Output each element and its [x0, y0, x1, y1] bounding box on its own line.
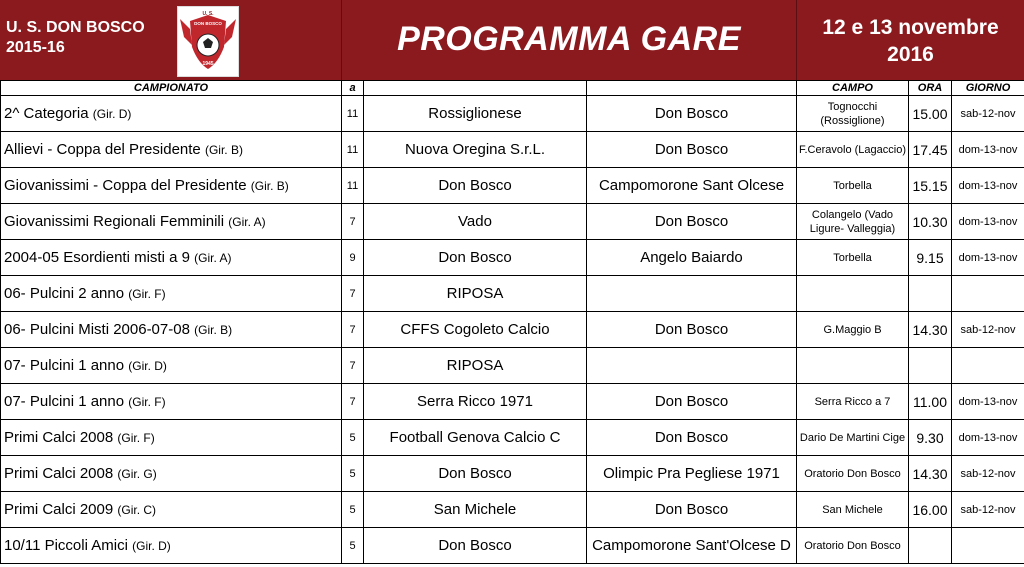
a-cell: 7	[342, 276, 364, 312]
group-label: (Gir. D)	[128, 359, 167, 373]
giorno-cell: dom-13-nov	[952, 168, 1024, 204]
home-team-cell: RIPOSA	[364, 276, 587, 312]
giorno-cell	[952, 276, 1024, 312]
club-logo	[177, 6, 239, 77]
giorno-cell: dom-13-nov	[952, 132, 1024, 168]
away-team-cell	[587, 348, 797, 384]
campionato-cell	[1, 132, 342, 168]
club-name: U. S. DON BOSCO	[6, 19, 145, 36]
ora-cell: 11.00	[909, 384, 952, 420]
col-header-campionato: CAMPIONATO	[1, 81, 342, 96]
campionato-name: Primi Calci 2009	[4, 501, 114, 518]
away-team-cell: Don Bosco	[587, 384, 797, 420]
giorno-cell: sab-12-nov	[952, 456, 1024, 492]
away-team-cell: Campomorone Sant Olcese	[587, 168, 797, 204]
ora-cell: 15.00	[909, 96, 952, 132]
campionato-name: 10/11 Piccoli Amici	[4, 537, 128, 554]
giorno-cell: sab-12-nov	[952, 492, 1024, 528]
col-header-ora: ORA	[909, 81, 952, 96]
group-label: (Gir. B)	[204, 143, 243, 157]
campo-cell: Torbella	[797, 168, 909, 204]
campionato-cell	[1, 492, 342, 528]
home-team-cell: Don Bosco	[364, 528, 587, 564]
campo-cell: Dario De Martini Cige	[797, 420, 909, 456]
away-team-cell: Don Bosco	[587, 420, 797, 456]
group-label: (Gir. B)	[250, 179, 289, 193]
campo-cell: Oratorio Don Bosco	[797, 456, 909, 492]
table-row	[1, 132, 1024, 168]
campionato-cell	[1, 528, 342, 564]
giorno-cell	[952, 528, 1024, 564]
a-cell: 11	[342, 132, 364, 168]
club-block	[6, 18, 145, 58]
logo-top-text: U. S.	[202, 11, 214, 17]
group-label: (Gir. A)	[194, 251, 232, 265]
home-team-cell: San Michele	[364, 492, 587, 528]
campo-cell: Torbella	[797, 240, 909, 276]
giorno-cell	[952, 348, 1024, 384]
away-team-cell: Don Bosco	[587, 492, 797, 528]
campionato-cell	[1, 348, 342, 384]
ora-cell: 17.45	[909, 132, 952, 168]
group-label: (Gir. F)	[128, 395, 166, 409]
table-row	[1, 420, 1024, 456]
giorno-cell: dom-13-nov	[952, 204, 1024, 240]
home-team-cell: Vado	[364, 204, 587, 240]
campionato-name: 07- Pulcini 1 anno	[4, 357, 125, 374]
campionato-cell	[1, 204, 342, 240]
a-cell: 9	[342, 240, 364, 276]
table-row	[1, 492, 1024, 528]
home-team-cell: Don Bosco	[364, 456, 587, 492]
campionato-cell	[1, 456, 342, 492]
group-label: (Gir. A)	[228, 215, 266, 229]
table-row	[1, 456, 1024, 492]
group-label: (Gir. D)	[92, 107, 132, 121]
ora-cell: 10.30	[909, 204, 952, 240]
col-header-a: a	[342, 81, 364, 96]
club-crest-icon	[178, 7, 238, 76]
campionato-name: 2004-05 Esordienti misti a 9	[4, 249, 190, 266]
ora-cell: 15.15	[909, 168, 952, 204]
table-row	[1, 528, 1024, 564]
campo-cell: F.Ceravolo (Lagaccio)	[797, 132, 909, 168]
table-row	[1, 384, 1024, 420]
away-team-cell: Don Bosco	[587, 204, 797, 240]
campionato-cell	[1, 168, 342, 204]
table-header-row	[1, 81, 1024, 96]
table-row	[1, 312, 1024, 348]
date-line-1: 12 e 13 novembre	[822, 16, 999, 39]
campionato-name: 06- Pulcini Misti 2006-07-08	[4, 321, 190, 338]
giorno-cell: dom-13-nov	[952, 384, 1024, 420]
col-header-away	[587, 81, 797, 96]
a-cell: 7	[342, 312, 364, 348]
ora-cell: 9.15	[909, 240, 952, 276]
campionato-cell	[1, 384, 342, 420]
campo-cell: G.Maggio B	[797, 312, 909, 348]
home-team-cell: Don Bosco	[364, 168, 587, 204]
campo-cell	[797, 276, 909, 312]
a-cell: 11	[342, 96, 364, 132]
home-team-cell: Don Bosco	[364, 240, 587, 276]
ora-cell: 14.30	[909, 456, 952, 492]
away-team-cell: Olimpic Pra Pegliese 1971	[587, 456, 797, 492]
table-row	[1, 168, 1024, 204]
campionato-cell	[1, 312, 342, 348]
home-team-cell: RIPOSA	[364, 348, 587, 384]
home-team-cell: Rossiglionese	[364, 96, 587, 132]
ora-cell: 9.30	[909, 420, 952, 456]
ora-cell	[909, 276, 952, 312]
giorno-cell: sab-12-nov	[952, 312, 1024, 348]
campo-cell	[797, 348, 909, 384]
table-row	[1, 96, 1024, 132]
campionato-cell	[1, 420, 342, 456]
home-team-cell: Nuova Oregina S.r.L.	[364, 132, 587, 168]
home-team-cell: Football Genova Calcio C	[364, 420, 587, 456]
away-team-cell: Don Bosco	[587, 312, 797, 348]
ora-cell	[909, 348, 952, 384]
page-title: PROGRAMMA GARE	[397, 20, 741, 58]
season: 2015-16	[6, 39, 65, 56]
a-cell: 7	[342, 204, 364, 240]
group-label: (Gir. B)	[194, 323, 233, 337]
campionato-cell	[1, 240, 342, 276]
campionato-cell	[1, 276, 342, 312]
campo-cell: Oratorio Don Bosco	[797, 528, 909, 564]
ora-cell	[909, 528, 952, 564]
giorno-cell: dom-13-nov	[952, 240, 1024, 276]
campionato-cell	[1, 96, 342, 132]
col-header-home	[364, 81, 587, 96]
campionato-name: Allievi - Coppa del Presidente	[4, 141, 201, 158]
a-cell: 11	[342, 168, 364, 204]
date-line-2: 2016	[887, 43, 934, 66]
table-row	[1, 348, 1024, 384]
a-cell: 5	[342, 420, 364, 456]
away-team-cell: Angelo Baiardo	[587, 240, 797, 276]
table-row	[1, 204, 1024, 240]
a-cell: 7	[342, 348, 364, 384]
giorno-cell: dom-13-nov	[952, 420, 1024, 456]
giorno-cell: sab-12-nov	[952, 96, 1024, 132]
campo-cell: Serra Ricco a 7	[797, 384, 909, 420]
group-label: (Gir. F)	[128, 287, 166, 301]
a-cell: 5	[342, 456, 364, 492]
header-banner	[0, 0, 1024, 80]
campionato-name: 2^ Categoria	[4, 105, 89, 122]
logo-year: 1945	[202, 61, 214, 67]
away-team-cell: Campomorone Sant'Olcese D	[587, 528, 797, 564]
match-schedule-table	[0, 80, 1024, 564]
campionato-name: Giovanissimi Regionali Femminili	[4, 213, 225, 230]
a-cell: 7	[342, 384, 364, 420]
away-team-cell: Don Bosco	[587, 132, 797, 168]
col-header-campo: CAMPO	[797, 81, 909, 96]
campionato-name: Giovanissimi - Coppa del Presidente	[4, 177, 247, 194]
group-label: (Gir. D)	[132, 539, 171, 553]
campionato-name: Primi Calci 2008	[4, 429, 114, 446]
home-team-cell: Serra Ricco 1971	[364, 384, 587, 420]
group-label: (Gir. F)	[117, 431, 155, 445]
campo-cell: Colangelo (Vado Ligure- Valleggia)	[797, 204, 909, 240]
campo-cell: San Michele	[797, 492, 909, 528]
date-block	[797, 14, 1024, 68]
home-team-cell: CFFS Cogoleto Calcio	[364, 312, 587, 348]
table-row	[1, 240, 1024, 276]
a-cell: 5	[342, 492, 364, 528]
ora-cell: 16.00	[909, 492, 952, 528]
col-header-giorno: GIORNO	[952, 81, 1024, 96]
away-team-cell: Don Bosco	[587, 96, 797, 132]
away-team-cell	[587, 276, 797, 312]
campionato-name: 07- Pulcini 1 anno	[4, 393, 125, 410]
campionato-name: Primi Calci 2008	[4, 465, 114, 482]
group-label: (Gir. G)	[117, 467, 157, 481]
logo-name-text: DON BOSCO	[194, 21, 222, 26]
campo-cell: Tognocchi (Rossiglione)	[797, 96, 909, 132]
group-label: (Gir. C)	[117, 503, 157, 517]
ora-cell: 14.30	[909, 312, 952, 348]
campionato-name: 06- Pulcini 2 anno	[4, 285, 125, 302]
table-row	[1, 276, 1024, 312]
a-cell: 5	[342, 528, 364, 564]
